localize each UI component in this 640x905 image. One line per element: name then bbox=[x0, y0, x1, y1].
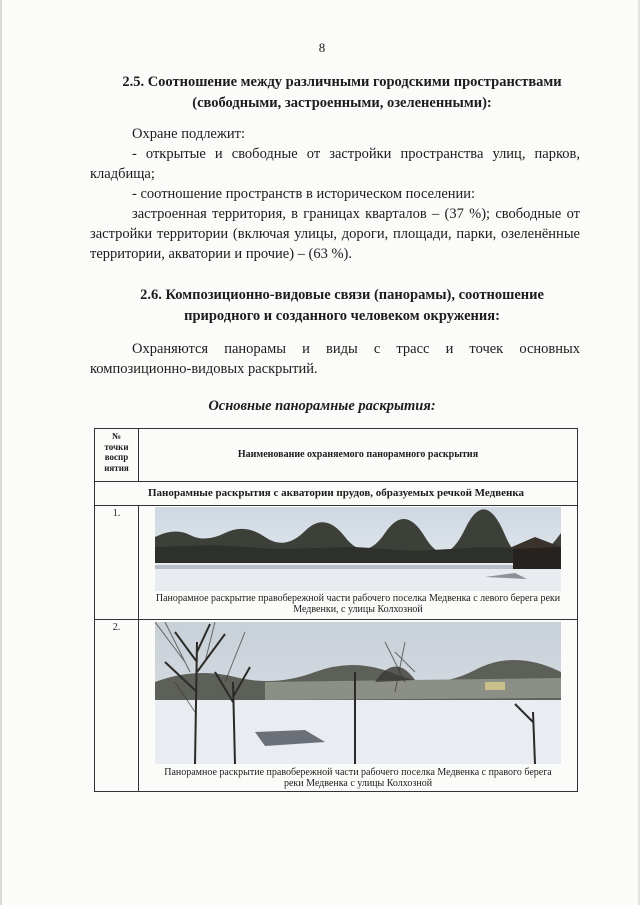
section-2-6-text: Охраняются панорамы и виды с трасс и точек основных композиционно-видовых раскрытий. bbox=[90, 341, 580, 377]
section-2-5-item3: застроенная территория, в границах кварталов – (37 %); свободные от застройки территории (включая улицы, дороги, площади, парки, озеленённые территории, акватории и прочие) – (63 %). bbox=[90, 206, 580, 262]
section-2-5-item2: - соотношение пространств в историческом поселении: bbox=[132, 186, 476, 202]
panorama-table bbox=[94, 428, 578, 792]
num-header-line1: № bbox=[111, 431, 122, 441]
section-2-5-heading-line1: 2.5. Соотношение между различными городскими пространствами bbox=[122, 74, 562, 90]
section-2-5-item1: - открытые и свободные от застройки пространства улиц, парков, кладбища; bbox=[90, 146, 580, 182]
num-header-line4: иятия bbox=[104, 462, 129, 473]
table-row bbox=[95, 505, 577, 620]
row-number: 1. bbox=[95, 505, 139, 619]
photo-caption-2: Панорамное раскрытие правобережной части рабочего поселка Медвенка с правого берега реки Медвенка с улицы Колхозной bbox=[164, 767, 552, 789]
table-header-number bbox=[95, 429, 139, 481]
photo-caption-1: Панорамное раскрытие правобережной части рабочего поселка Медвенка с левого берега реки Медвенки, с улицы Колхозной bbox=[155, 593, 561, 615]
panorama-photo-2 bbox=[155, 622, 561, 764]
section-2-6-heading-line1: 2.6. Композиционно-видовые связи (панорамы), соотношение bbox=[140, 287, 544, 303]
section-2-5-heading-line2: (свободными, застроенными, озелененными): bbox=[192, 95, 492, 111]
table-caption: Основные панорамные раскрытия: bbox=[208, 398, 436, 414]
section-2-5-heading bbox=[82, 72, 602, 114]
num-header-line2: точки bbox=[104, 441, 129, 452]
page-number: 8 bbox=[318, 40, 326, 55]
table-header-name: Наименование охраняемого панорамного раскрытия bbox=[237, 449, 479, 460]
num-header-line3: воспр bbox=[104, 452, 129, 462]
section-2-6-heading bbox=[82, 285, 602, 327]
section-2-6-heading-line2: природного и созданного человеком окружения: bbox=[184, 308, 500, 324]
table-header-row bbox=[95, 429, 577, 482]
row-number: 2. bbox=[95, 619, 139, 791]
section-2-5-intro: Охране подлежит: bbox=[132, 126, 246, 142]
panorama-photo-1 bbox=[155, 507, 561, 591]
table-section-row: Панорамные раскрытия с акватории прудов, образуемых речкой Медвенка bbox=[95, 481, 577, 506]
table-row bbox=[95, 619, 577, 791]
